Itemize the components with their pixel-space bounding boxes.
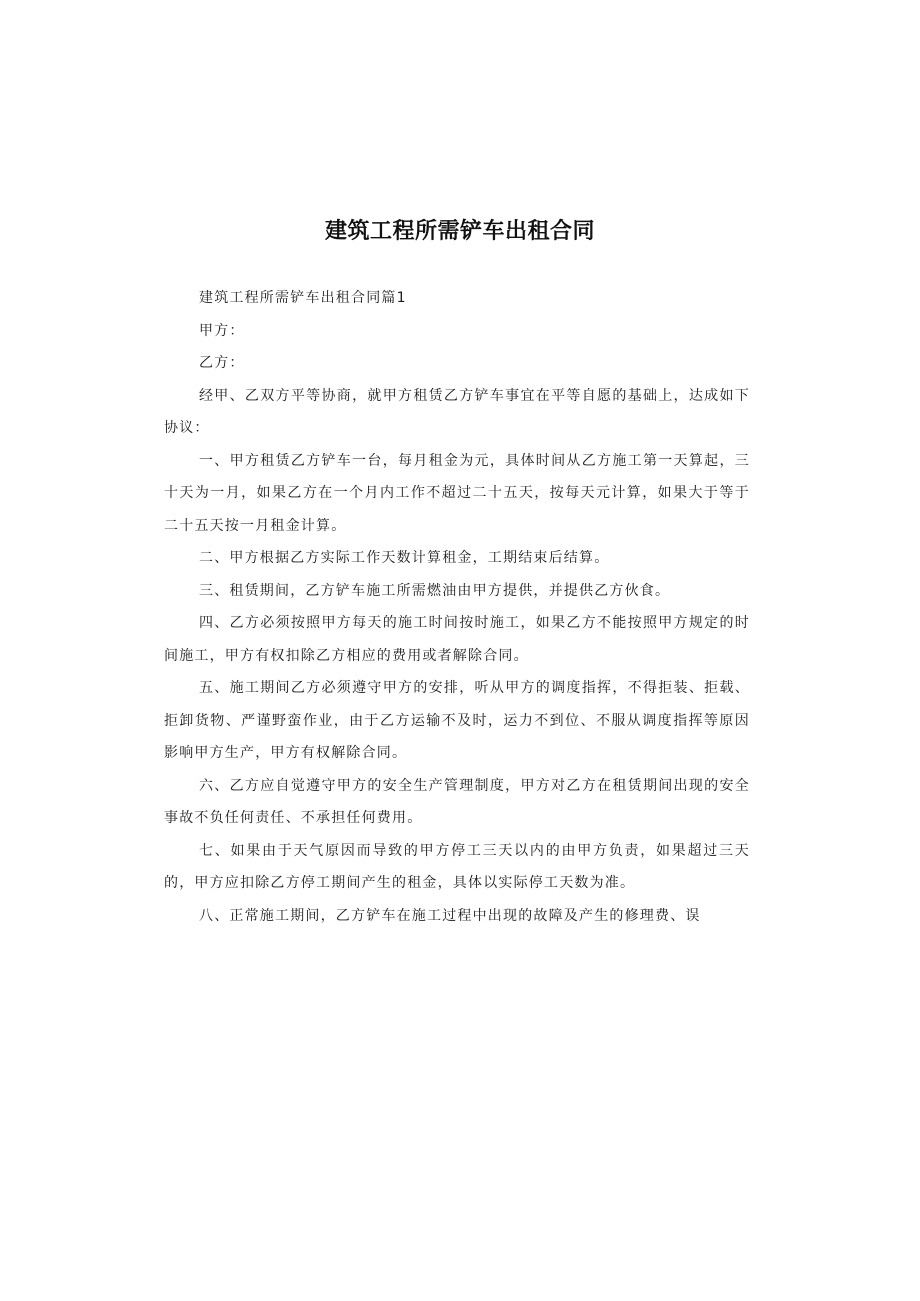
clause-7: 七、如果由于天气原因而导致的甲方停工三天以内的由甲方负责，如果超过三天的，甲方应扣除乙方停工期间产生的租金，具体以实际停工天数为准。 [164,842,750,891]
document-title: 建筑工程所需铲车出租合同 [324,219,595,244]
section-heading: 建筑工程所需铲车出租合同篇1 [199,290,407,306]
document-body [164,282,750,932]
clause-3: 三、租赁期间，乙方铲车施工所需燃油由甲方提供，并提供乙方伙食。 [199,582,671,599]
clause-2: 二、甲方根据乙方实际工作天数计算租金，工期结束后结算。 [199,550,610,566]
party-b-line: 乙方： [199,355,245,371]
clause-5: 五、施工期间乙方必须遵守甲方的安排，听从甲方的调度指挥，不得拒装、拒载、拒卸货物、严谨野蛮作业，由于乙方运输不及时，运力不到位、不服从调度指挥等原因影响甲方生产，甲方有权解除合同。 [164,680,750,761]
party-a-line: 甲方： [199,322,245,339]
clause-8: 八、正常施工期间，乙方铲车在施工过程中出现的故障及产生的修理费、误 [199,907,701,924]
preamble-paragraph: 经甲、乙双方平等协商，就甲方租赁乙方铲车事宜在平等自愿的基础上，达成如下协议： [164,387,750,436]
clause-4: 四、乙方必须按照甲方每天的施工时间按时施工，如果乙方不能按照甲方规定的时间施工，甲方有权扣除乙方相应的费用或者解除合同。 [164,615,750,664]
clause-1: 一、甲方租赁乙方铲车一台，每月租金为元，具体时间从乙方施工第一天算起，三十天为一月，如果乙方在一个月内工作不超过二十五天，按每天元计算，如果大于等于二十五天按一月租金计算。 [164,452,750,534]
clause-6: 六、乙方应自觉遵守甲方的安全生产管理制度，甲方对乙方在租赁期间出现的安全事故不负任何责任、不承担任何费用。 [164,777,750,826]
